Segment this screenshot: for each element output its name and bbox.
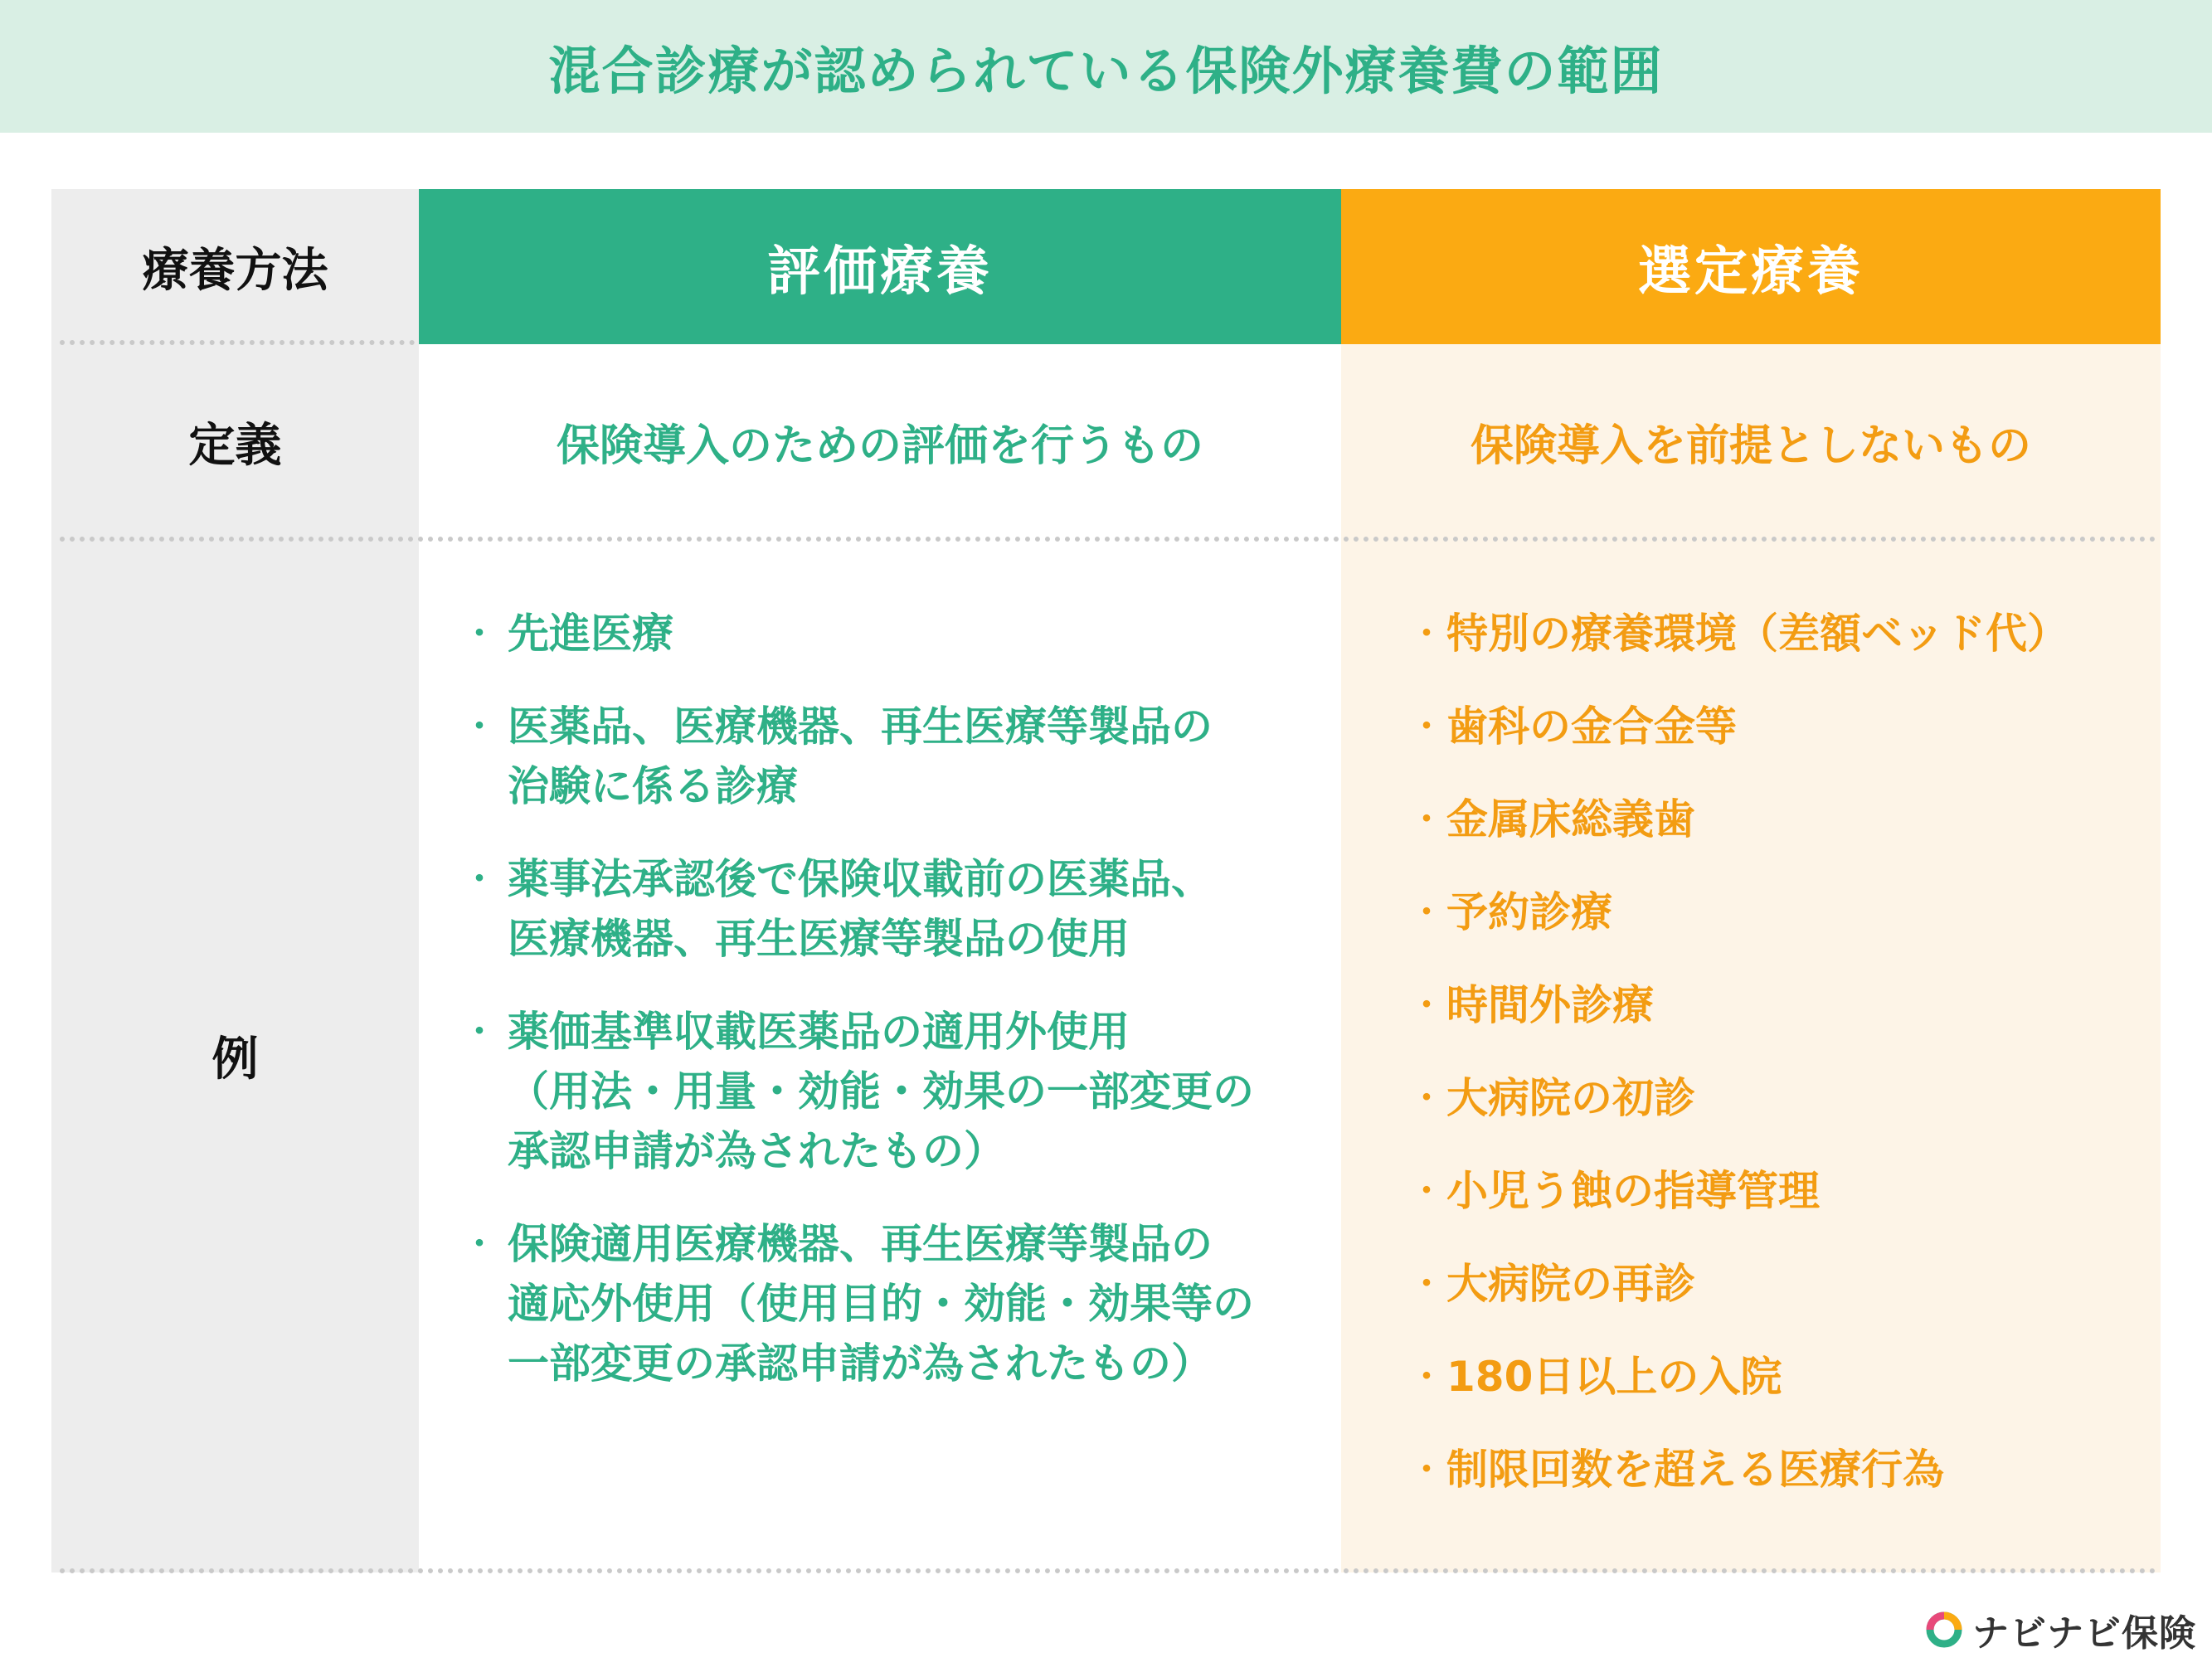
bullet-icon: ・ <box>463 1225 496 1263</box>
list-item: ・ 医薬品、医療機器、再生医療等製品の 治験に係る診療 <box>455 697 1325 816</box>
definition-green: 保険導入のための評価を行うもの <box>556 421 1203 471</box>
bullet-icon: ・ <box>463 615 496 653</box>
list-item: ・ 大病院の再診 <box>1402 1254 2148 1314</box>
list-item: ・ 180日以上の入院 <box>1402 1347 2148 1407</box>
list-item: ・ 先進医療 <box>455 604 1325 664</box>
bullet-icon: ・ <box>1410 1358 1443 1396</box>
definition-label: 定義 <box>188 418 282 473</box>
list-item: ・ 薬事法承認後で保険収載前の医薬品、 医療機器、再生医療等製品の使用 <box>455 849 1325 969</box>
bullet-icon: ・ <box>1410 1079 1443 1117</box>
bullet-icon: ・ <box>1410 1265 1443 1303</box>
definition-orange: 保険導入を前提としないもの <box>1470 421 2031 471</box>
header-label: 療養方法 <box>142 243 328 298</box>
list-item: ・ 小児う蝕の指導管理 <box>1402 1161 2148 1221</box>
list-item: ・ 金属床総義歯 <box>1402 790 2148 849</box>
examples-green-list <box>455 604 1325 1427</box>
examples-label: 例 <box>211 1033 259 1086</box>
bullet-icon: ・ <box>1410 800 1443 838</box>
bullet-icon: ・ <box>1410 707 1443 746</box>
header-hyouka-ryouyou: 評価療養 <box>419 189 1341 344</box>
list-item: ・ 歯科の金合金等 <box>1402 697 2148 756</box>
logo-text: ナビナビ保険 <box>1972 1612 2196 1655</box>
list-item: ・ 薬価基準収載医薬品の適用外使用 （用法・用量・効能・効果の一部変更の 承認申請が為されたもの） <box>455 1002 1325 1181</box>
bullet-icon: ・ <box>1410 615 1443 653</box>
bullet-icon: ・ <box>1410 893 1443 931</box>
examples-orange-list <box>1402 604 2148 1533</box>
bullet-icon: ・ <box>463 1013 496 1051</box>
divider-dotted <box>60 1568 2156 1573</box>
list-item: ・ 制限回数を超える医療行為 <box>1402 1440 2148 1500</box>
navinavi-logo-icon <box>1924 1610 1964 1650</box>
title-bar <box>0 0 2212 133</box>
bullet-icon: ・ <box>463 707 496 746</box>
bullet-icon: ・ <box>1410 1451 1443 1489</box>
list-item: ・ 予約診療 <box>1402 882 2148 942</box>
list-item: ・ 特別の療養環境（差額ベッド代） <box>1402 604 2148 664</box>
page-title: 混合診療が認められている保険外療養費の範囲 <box>548 40 1664 101</box>
brand-logo <box>1924 1605 2196 1655</box>
bullet-icon: ・ <box>1410 986 1443 1024</box>
bullet-icon: ・ <box>463 860 496 898</box>
header-sentei-ryouyou: 選定療養 <box>1341 189 2161 344</box>
list-item: ・ 大病院の初診 <box>1402 1068 2148 1128</box>
list-item: ・ 保険適用医療機器、再生医療等製品の 適応外使用（使用目的・効能・効果等の 一部変更の承認申請が為されたもの） <box>455 1214 1325 1393</box>
bullet-icon: ・ <box>1410 1172 1443 1210</box>
list-item: ・ 時間外診療 <box>1402 975 2148 1035</box>
